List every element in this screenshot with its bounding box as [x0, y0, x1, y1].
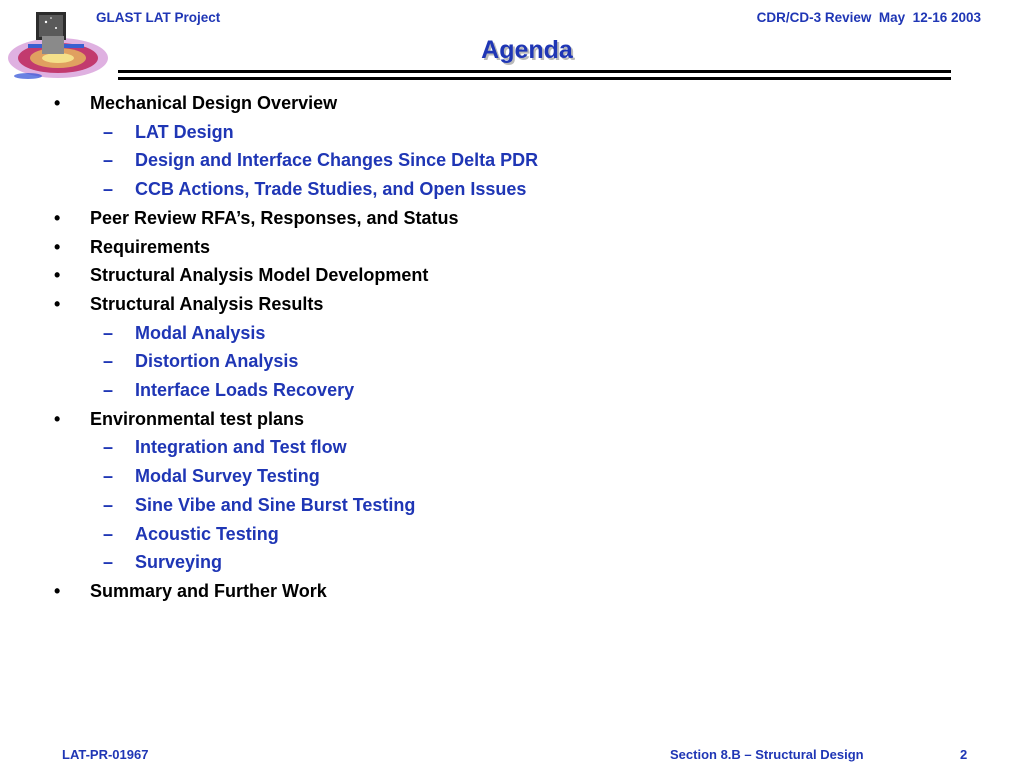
bullet-icon: •	[54, 265, 61, 286]
agenda-subitem	[103, 437, 347, 458]
agenda-item-text: Environmental test plans	[90, 408, 305, 429]
dash-icon: –	[103, 121, 114, 142]
agenda-item-text: Distortion Analysis	[135, 351, 299, 372]
dash-icon: –	[103, 150, 114, 171]
agenda-item-text: Structural Analysis Results	[90, 293, 324, 314]
dash-icon: –	[103, 494, 114, 515]
bullet-icon: •	[54, 293, 61, 314]
agenda-item	[54, 265, 429, 286]
bullet-icon: •	[54, 236, 61, 257]
document-id: LAT-PR-01967	[62, 747, 149, 762]
project-name: GLAST LAT Project	[96, 10, 221, 25]
agenda-subitem	[103, 150, 539, 171]
agenda-item-text: Interface Loads Recovery	[135, 380, 355, 400]
agenda-subitem	[103, 466, 320, 487]
agenda-item-text: Sine Vibe and Sine Burst Testing	[135, 494, 416, 515]
agenda-item-text: Requirements	[90, 236, 211, 257]
agenda-item-text: Structural Analysis Model Development	[90, 265, 429, 286]
agenda-subitem	[103, 179, 527, 200]
dash-icon: –	[103, 437, 114, 458]
page-number: 2	[960, 747, 968, 762]
dash-icon: –	[103, 552, 114, 573]
agenda-item-text: Integration and Test flow	[135, 437, 347, 458]
agenda-subitem	[103, 380, 355, 400]
agenda-item-text: LAT Design	[135, 121, 234, 142]
agenda-item-text: Modal Analysis	[135, 322, 266, 343]
agenda-item	[54, 236, 211, 257]
bullet-icon: •	[54, 408, 61, 429]
agenda-item	[54, 580, 327, 601]
agenda-item-text: Mechanical Design Overview	[90, 93, 338, 113]
agenda-item	[54, 93, 338, 113]
bullet-icon: •	[54, 580, 61, 601]
agenda-item	[54, 408, 305, 429]
agenda-subitem	[103, 523, 279, 544]
agenda-item	[54, 293, 324, 314]
dash-icon: –	[103, 523, 114, 544]
agenda-subitem	[103, 494, 416, 515]
agenda-subitem	[103, 121, 234, 142]
slide-title: Agenda	[481, 36, 573, 64]
dash-icon: –	[103, 322, 114, 343]
agenda-item	[54, 207, 459, 228]
dash-icon: –	[103, 380, 114, 400]
agenda-item-text: Surveying	[135, 552, 223, 573]
bullet-icon: •	[54, 207, 61, 228]
dash-icon: –	[103, 466, 114, 487]
review-info: CDR/CD-3 Review May 12-16 2003	[756, 10, 981, 25]
agenda-item-text: CCB Actions, Trade Studies, and Open Issues	[135, 179, 527, 200]
agenda-item-text: Peer Review RFA’s, Responses, and Status	[90, 207, 459, 228]
agenda-subitem	[103, 351, 299, 372]
bullet-icon: •	[54, 93, 61, 113]
section-label: Section 8.B – Structural Design	[670, 747, 864, 762]
agenda-item-text: Design and Interface Changes Since Delta PDR	[135, 150, 539, 171]
dash-icon: –	[103, 351, 114, 372]
agenda-subitem	[103, 552, 223, 573]
agenda-item-text: Modal Survey Testing	[135, 466, 320, 487]
dash-icon: –	[103, 179, 114, 200]
agenda-item-text: Summary and Further Work	[90, 580, 327, 601]
agenda-item-text: Acoustic Testing	[135, 523, 279, 544]
agenda-subitem	[103, 322, 266, 343]
